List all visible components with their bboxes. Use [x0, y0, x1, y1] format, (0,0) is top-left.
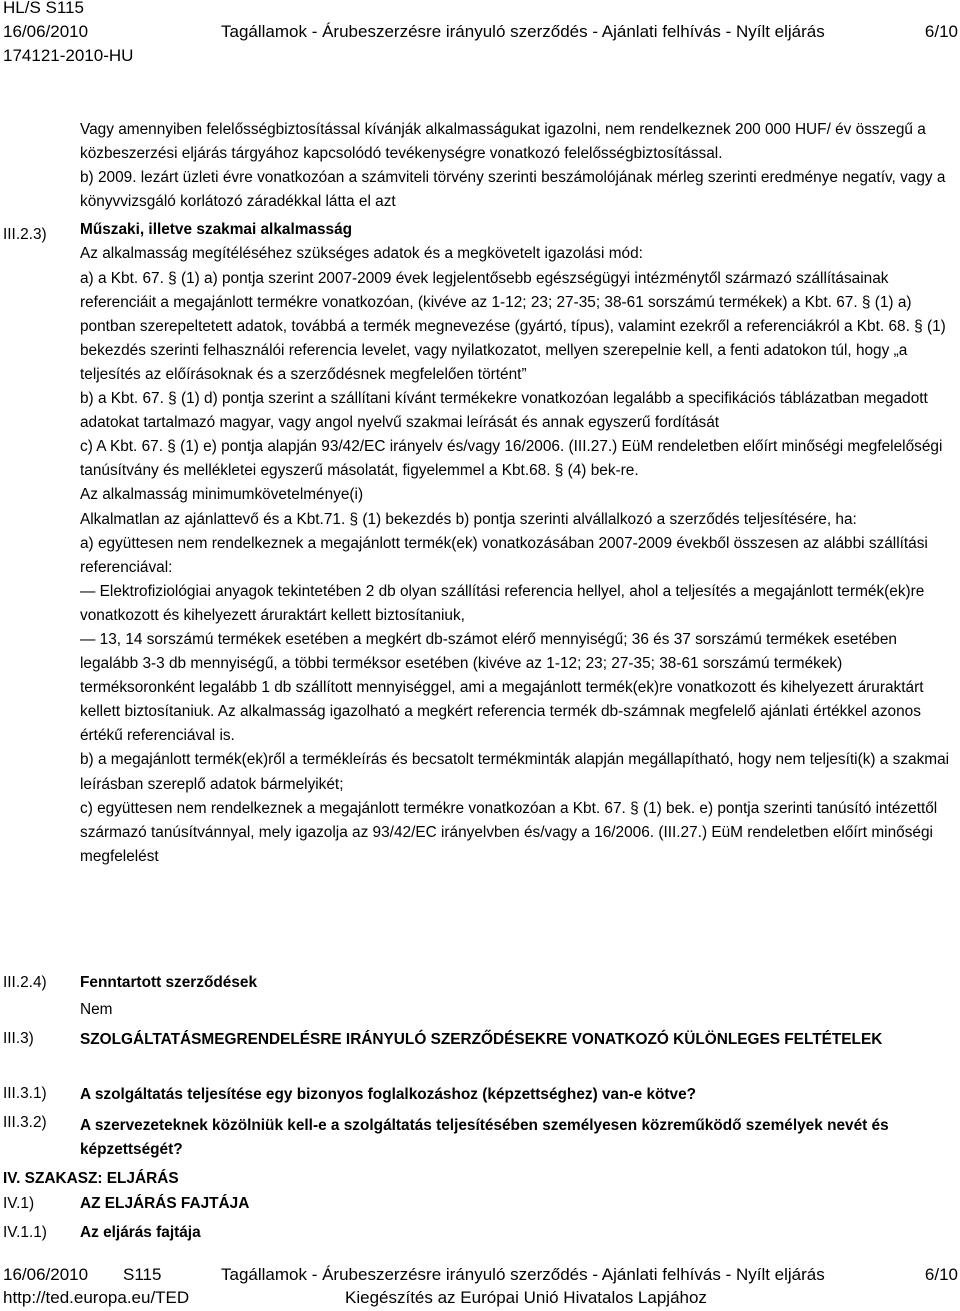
- section-label-iii-2-4: III.2.4): [3, 974, 47, 991]
- technical-item-b: b) a Kbt. 67. § (1) d) pontja szerint a szállítani kívánt termékekre vonatkozóan legalább a specifikációs táblázatban megadott adatokat tartalmazó magyar, vagy angol nyelvű szakmai leírását és annak egyszerű fordítását: [80, 390, 928, 432]
- technical-heading: Műszaki, illetve szakmai alkalmasság: [80, 221, 353, 239]
- notice-id: 174121-2010-HU: [3, 46, 134, 65]
- main-content: [80, 118, 952, 869]
- section-label-iii-3: III.3): [3, 1030, 34, 1047]
- intro-paragraph-1: Vagy amennyiben felelősségbiztosítással kívánják alkalmasságukat igazolni, nem rendelkeznek 200 000 HUF/ év összegű a közbeszerzési eljárás tárgyához kapcsolódó tevékenységre vonatkozó felelősségbiztosítással.: [80, 121, 926, 163]
- services-heading: SZOLGÁLTATÁSMEGRENDELÉSRE IRÁNYULÓ SZERZŐDÉSEKRE VONATKOZÓ KÜLÖNLEGES FELTÉTELEK: [80, 1031, 883, 1048]
- minimum-item-a: a) együttesen nem rendelkeznek a megajánlott termék(ek) vonatkozásában 2007-2009 évekből összesen az alábbi szállítási referenciával:: [80, 534, 928, 576]
- header-date: 16/06/2010: [3, 22, 89, 41]
- section-iv-title: IV. SZAKASZ: ELJÁRÁS: [3, 1170, 179, 1187]
- intro-paragraph-2: b) 2009. lezárt üzleti évre vonatkozóan a számviteli törvény szerinti beszámolójának mérleg szerinti eredménye negatív, vagy a könyvvizsgáló korlátozó záradékkal látta el azt: [80, 169, 946, 211]
- minimum-dash-2: — 13, 14 sorszámú termékek esetében a megkért db-számot elérő mennyiségű; 36 és 37 sorszámú termékek esetében legalább 3-3 db mennyiségű, a többi terméksor esetében (kivéve az 1-12; 23; 27-35; 38-61 sorszámú termékek) terméksoronként legalább 1 db szállított mennyiséggel, ami a megajánlott termék(ek)re vonatkozott és kihelyezett áruraktárt kellett biztosítaniuk. Az alkalmasság igazolható a megkért referencia termék db-számnak megfelelő ajánlati értékkel azonos értékű referenciával is.: [80, 630, 924, 745]
- technical-subheading: Az alkalmasság megítéléséhez szükséges adatok és a megkövetelt igazolási mód:: [80, 245, 643, 263]
- minimum-item-c: c) együttesen nem rendelkeznek a megajánlott termékre vonatkozóan a Kbt. 67. § (1) bek. e) pontja szerinti tanúsító intézettől származó tanúsítvánnyal, mely igazolja az 93/42/EC irányelvben és/vagy a 16/2006. (III.27.) EüM rendeletben előírt minőségi megfelelést: [80, 799, 938, 865]
- footer-page: 6/10: [924, 1265, 958, 1284]
- section-label-iv-1: IV.1): [3, 1195, 35, 1212]
- minimum-heading: Az alkalmasság minimumkövetelménye(i): [80, 486, 364, 504]
- header-row: [3, 22, 958, 42]
- procedure-type-heading: AZ ELJÁRÁS FAJTÁJA: [80, 1195, 250, 1212]
- minimum-dash-1: — Elektrofiziológiai anyagok tekintetében 2 db olyan szállítási referencia hellyel, ahol a teljesítés a megajánlott termék(ek)re vonatkozott és kihelyezett áruraktárt kellett biztosítaniuk,: [80, 582, 925, 624]
- services-question-1: A szolgáltatás teljesítése egy bizonyos foglalkozáshoz (képzettséghez) van-e kötve?: [80, 1086, 697, 1103]
- footer-date: 16/06/2010: [3, 1265, 89, 1284]
- header-title: Tagállamok - Árubeszerzésre irányuló szerződés - Ajánlati felhívás - Nyílt eljárás: [221, 22, 825, 41]
- minimum-intro: Alkalmatlan az ajánlattevő és a Kbt.71. § (1) bekezdés b) pontja szerinti alvállalkozó a szerződés teljesítésére, ha:: [80, 510, 857, 528]
- footer-url-link[interactable]: http://ted.europa.eu/TED: [3, 1288, 190, 1307]
- footer-publisher: Kiegészítés az Európai Unió Hivatalos Lapjához: [345, 1288, 707, 1307]
- technical-item-a: a) a Kbt. 67. § (1) a) pontja szerint 2007-2009 évek legjelentősebb egészségügyi intézménytől származó szállításainak referenciáit a megajánlott termékre vonatkozóan, (kivéve az 1-12; 23; 27-35; 38-61 sorszámú termékek) a Kbt. 67. § (1) a) pontban szerepeltetett adatok, továbbá a termék megnevezése (gyártó, típus), valamint ezekről a referenciákról a Kbt. 68. § (1) bekezdés szerinti felhasználói referencia levelet, vagy nyilatkozatot, mellyen szerepelnie kell, a fenti adatokon túl, hogy „a teljesítés az előírásoknak és a szerződésnek megfelelően történt”: [80, 269, 946, 383]
- services-question-2: A szervezeteknek közölniük kell-e a szolgáltatás teljesítésében személyesen közreműködő személyek nevét és képzettségét?: [80, 1117, 889, 1159]
- section-label-iii-2-3: III.2.3): [3, 226, 47, 243]
- section-label-iv-1-1: IV.1.1): [3, 1224, 47, 1241]
- footer-row-2: [3, 1288, 958, 1308]
- section-label-iii-3-1: III.3.1): [3, 1085, 47, 1102]
- procedure-type-subheading: Az eljárás fajtája: [80, 1224, 201, 1241]
- header-page: 6/10: [924, 22, 958, 41]
- doc-reference: HL/S S115: [3, 0, 84, 17]
- reserved-heading: Fenntartott szerződések: [80, 974, 258, 991]
- section-label-iii-3-2: III.3.2): [3, 1114, 47, 1131]
- footer-title: Tagállamok - Árubeszerzésre irányuló szerződés - Ajánlati felhívás - Nyílt eljárás: [221, 1265, 825, 1284]
- minimum-item-b: b) a megajánlott termék(ek)ről a termékleírás és becsatolt termékminták alapján megállapítható, hogy nem teljesíti(k) a szakmai leírásban szereplő adatok bármelyikét;: [80, 751, 950, 793]
- technical-item-c: c) A Kbt. 67. § (1) e) pontja alapján 93/42/EC irányelv és/vagy 16/2006. (III.27.) EüM rendeletben előírt minőségi megfelelőségi tanúsítvány és mellékletei egyszerű másolatát, figyelemmel a Kbt.68. § (4) bek-re.: [80, 438, 943, 480]
- reserved-value: Nem: [80, 1001, 113, 1018]
- footer-series: S115: [123, 1265, 162, 1284]
- footer-row: [3, 1265, 958, 1285]
